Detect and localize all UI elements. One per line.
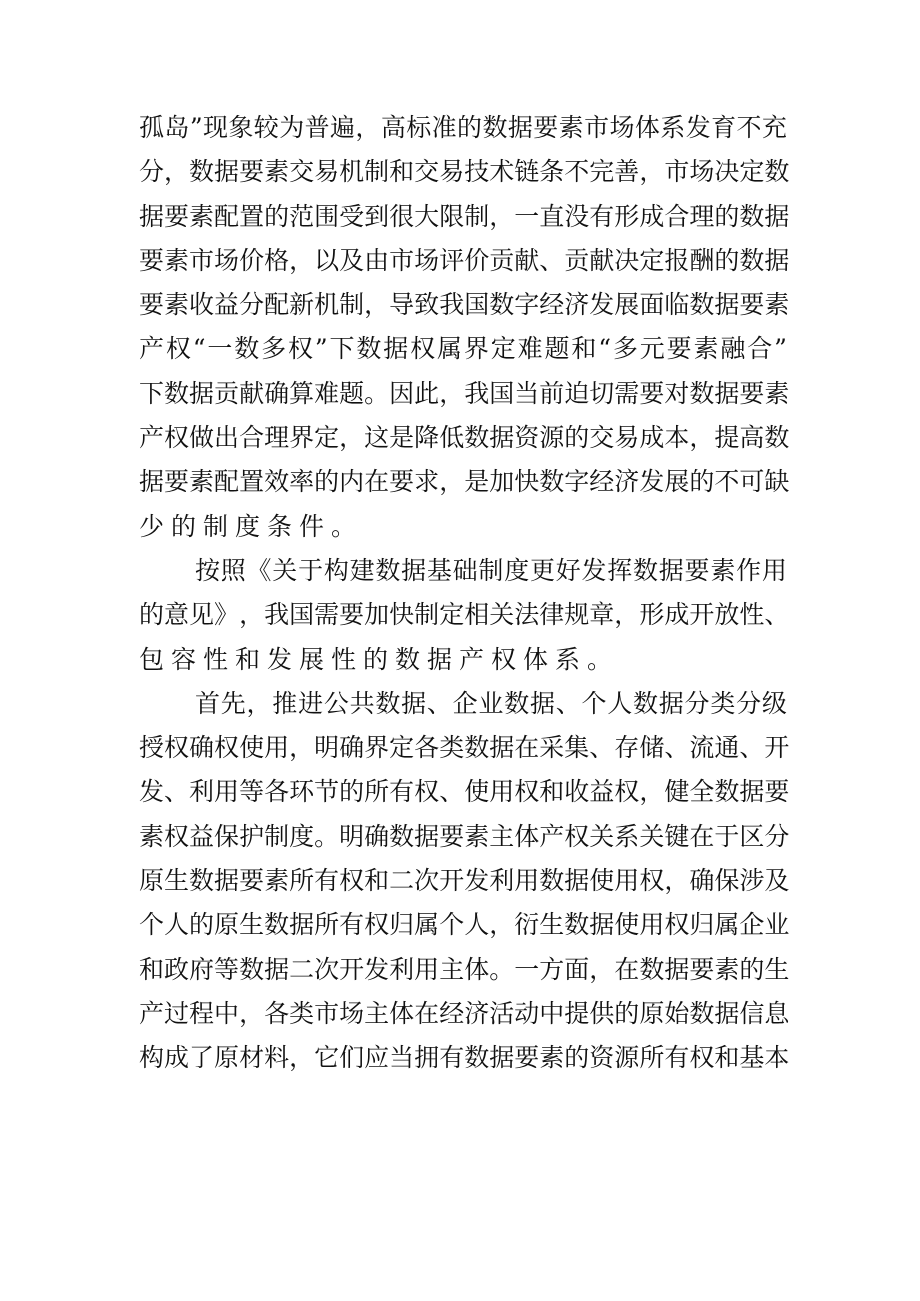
paragraph-3-line-6: 个 人 的 原 生 数 据 所 有 权 归 属 个 人 ， 衍 生 数 据 使 用 权 归 属 企 业 [139, 910, 790, 940]
paragraph-1-line-9: 据 要 素 配 置 效 率 的 内 在 要 求 ， 是 加 快 数 字 经 济 发 展 的 不 可 缺 [139, 467, 790, 497]
paragraph-1-line-10: 少的制度条件。 [139, 511, 364, 541]
paragraph-3-line-3: 发 、 利 用 等 各 环 节 的 所 有 权 、 使 用 权 和 收 益 权 ， 健 全 数 据 要 [139, 777, 790, 807]
paragraph-1-line-8: 产 权 做 出 合 理 界 定 ， 这 是 降 低 数 据 资 源 的 交 易 成 本 ， 提 高 数 [139, 423, 790, 453]
paragraph-2-line-2: 的 意 见 》 ， 我 国 需 要 加 快 制 定 相 关 法 律 规 章 ， 形 成 开 放 性 、 [139, 600, 790, 630]
paragraph-1-line-3: 据 要 素 配 置 的 范 围 受 到 很 大 限 制 ， 一 直 没 有 形 成 合 理 的 数 据 [139, 201, 790, 231]
paragraph-1-line-4: 要 素 市 场 价 格 ， 以 及 由 市 场 评 价 贡 献 、 贡 献 决 定 报 酬 的 数 据 [139, 245, 790, 275]
paragraph-2-line-3: 包容性和发展性的数据产权体系。 [139, 644, 620, 674]
paragraph-2-line-1: 按 照 《 关 于 构 建 数 据 基 础 制 度 更 好 发 挥 数 据 要 素 作 用 [195, 555, 787, 585]
paragraph-1-line-5: 要 素 收 益 分 配 新 机 制 ， 导 致 我 国 数 字 经 济 发 展 面 临 数 据 要 素 [139, 290, 790, 320]
paragraph-3-line-1: 首 先 ， 推 进 公 共 数 据 、 企 业 数 据 、 个 人 数 据 分 类 分 级 [195, 688, 787, 718]
paragraph-3-line-2: 授 权 确 权 使 用 ， 明 确 界 定 各 类 数 据 在 采 集 、 存 储 、 流 通 、 开 [139, 733, 790, 763]
document-body [139, 106, 790, 1081]
paragraph-3-line-8: 产 过 程 中 ， 各 类 市 场 主 体 在 经 济 活 动 中 提 供 的 原 始 数 据 信 息 [139, 998, 790, 1028]
paragraph-3-line-7: 和 政 府 等 数 据 二 次 开 发 利 用 主 体 。 一 方 面 ， 在 数 据 要 素 的 生 [139, 954, 790, 984]
paragraph-1-line-7: 下 数 据 贡 献 确 算 难 题 。 因 此 ， 我 国 当 前 迫 切 需 要 对 数 据 要 素 [139, 378, 790, 408]
paragraph-3-line-5: 原 生 数 据 要 素 所 有 权 和 二 次 开 发 利 用 数 据 使 用 权 ， 确 保 涉 及 [139, 866, 790, 896]
paragraph-3-line-9: 构 成 了 原 材 料 ， 它 们 应 当 拥 有 数 据 要 素 的 资 源 所 有 权 和 基 本 [139, 1043, 790, 1073]
paragraph-1-line-1: 孤 岛 ” 现 象 较 为 普 遍 ， 高 标 准 的 数 据 要 素 市 场 体 系 发 育 不 充 [139, 113, 787, 142]
paragraph-1-line-6: 产 权 “ 一 数 多 权 ” 下 数 据 权 属 界 定 难 题 和 “ 多 元 要 素 融 合 ” [139, 334, 787, 364]
paragraph-3-line-4: 素 权 益 保 护 制 度 。 明 确 数 据 要 素 主 体 产 权 关 系 关 键 在 于 区 分 [139, 821, 790, 851]
paragraph-1-line-2: 分 ， 数 据 要 素 交 易 机 制 和 交 易 技 术 链 条 不 完 善 ， 市 场 决 定 数 [139, 157, 790, 187]
